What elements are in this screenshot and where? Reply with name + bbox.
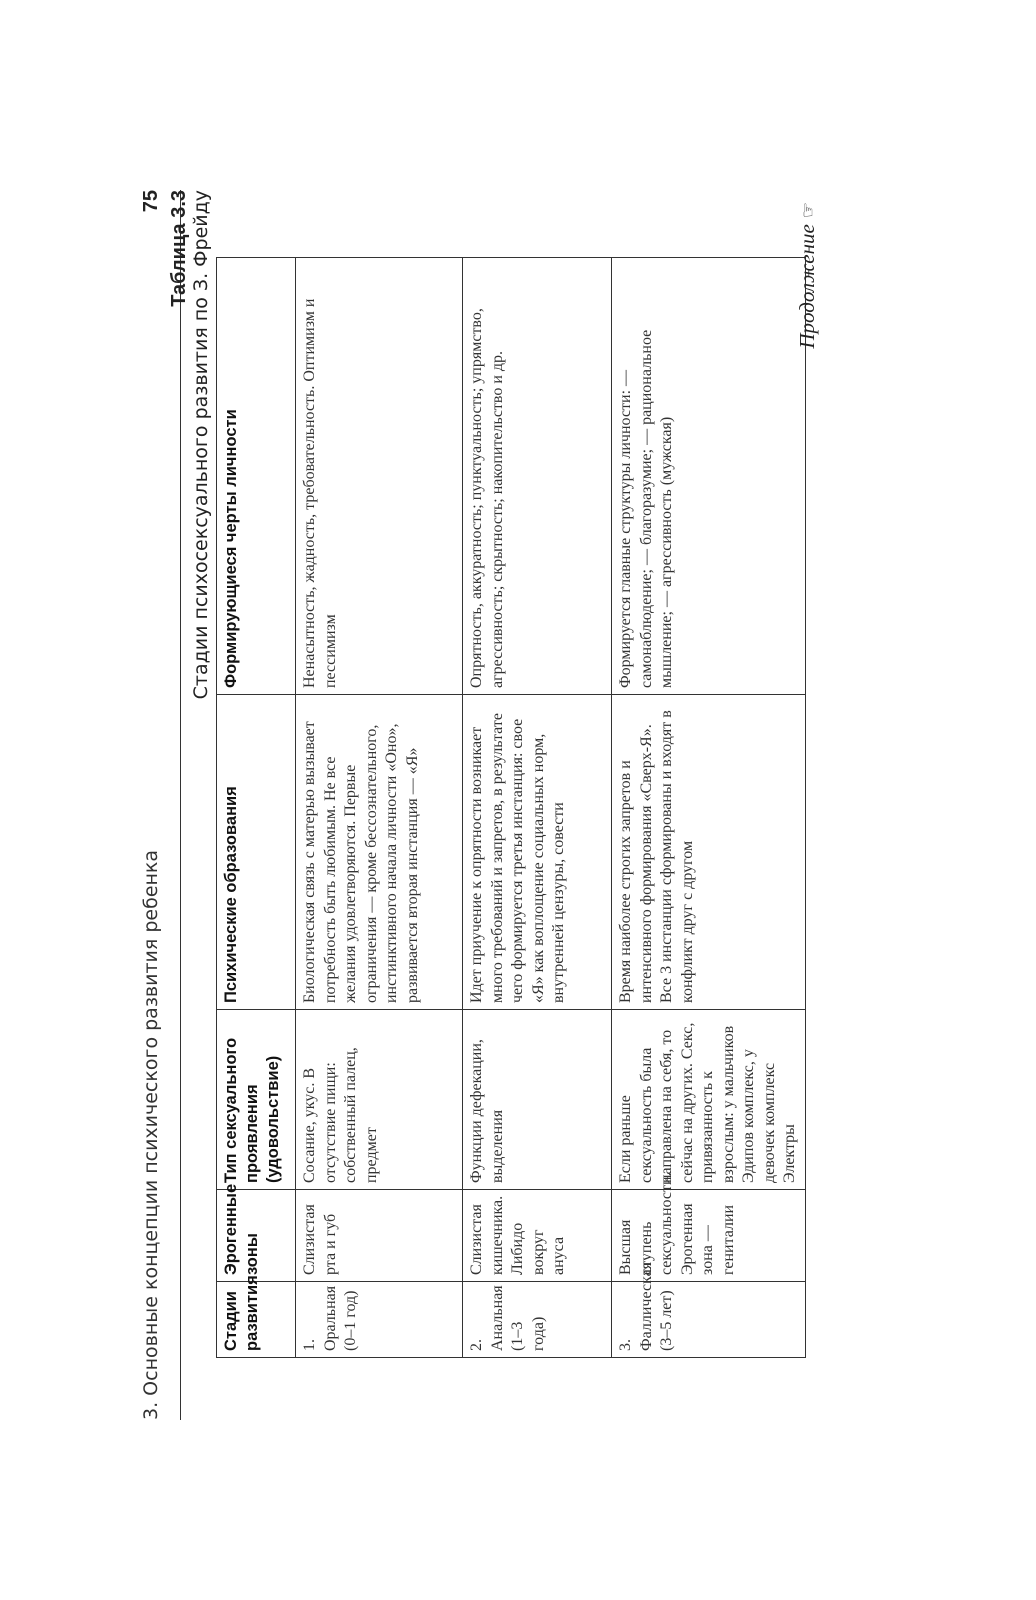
column-header: Эрогенные зоны (217, 1190, 296, 1282)
zone-cell: Слизистая кишечника. Либидо вокруг ануса (463, 1190, 612, 1282)
traits-cell: Ненасытность, жадность, требовательность. Оптимизм и пессимизм (296, 258, 463, 695)
table-row (612, 258, 806, 1358)
continuation-label: Продолжение (795, 224, 819, 349)
stage-cell: 3. Фаллическая (3–5 лет) (612, 1282, 806, 1358)
traits-cell: Формируется главные структуры личности: — самонаблюдение; — благоразумие; — рациональное мышление; — агрессивность (мужская) (612, 258, 806, 695)
continuation-note (795, 202, 820, 349)
running-title: 3. Основные концепции психического развития ребенка (140, 849, 162, 1420)
psyche-cell: Идет приучение к опрятности возникает много требований и запретов, в результате чего формируется третья инстанция: свое «Я» как воплощение социальных норм, внутренней цензуры, совести (463, 695, 612, 1010)
column-header: Стадии развития (217, 1282, 296, 1358)
stages-table (216, 257, 806, 1358)
table-row (463, 258, 612, 1358)
psyche-cell: Биологическая связь с матерью вызывает потребность быть любимым. Не все желания удовлетворяются. Первые ограничения — кроме бессознательного, инстинктивного начала личности «Оно», развивается вторая инстанция — «Я» (296, 695, 463, 1010)
pleasure-cell: Если раньше сексуальность была направлена на себя, то сейчас на других. Секс, привязанность к взрослым: у мальчиков Эдипов комплекс, у девочек комплекс Электры (612, 1010, 806, 1190)
stage-cell: 1. Оральная (0–1 год) (296, 1282, 463, 1358)
hand-pointer-icon: ☞ (798, 202, 818, 219)
pleasure-cell: Функции дефекации, выделения (463, 1010, 612, 1190)
page-number: 75 (140, 190, 162, 213)
zone-cell: Слизистая рта и губ (296, 1190, 463, 1282)
zone-cell: Высшая ступень сексуальности. Эрогенная зона — гениталии (612, 1190, 806, 1282)
traits-cell: Опрятность, аккуратность; пунктуальность; упрямство, агрессивность; скрытность; накопительство и др. (463, 258, 612, 695)
stage-cell: 2. Анальная (1–3 года) (463, 1282, 612, 1358)
psyche-cell: Время наиболее строгих запретов и интенсивного формирования «Сверх-Я». Все 3 инстанции сформированы и входят в конфликт друг с другом (612, 695, 806, 1010)
pleasure-cell: Сосание, укус. В отсутствие пищи: собственный палец, предмет (296, 1010, 463, 1190)
column-header: Формирующиеся черты личности (217, 258, 296, 695)
column-header: Психические образования (217, 695, 296, 1010)
rotated-page-content (140, 190, 900, 1420)
table-row (296, 258, 463, 1358)
table-header-row (217, 258, 296, 1358)
table-label: Таблица 3.3 (168, 190, 190, 307)
running-head (140, 190, 181, 1420)
table-caption: Стадии психосексуального развития по З. Фрейду (190, 190, 212, 700)
column-header: Тип сексуального проявления (удовольствие) (217, 1010, 296, 1190)
